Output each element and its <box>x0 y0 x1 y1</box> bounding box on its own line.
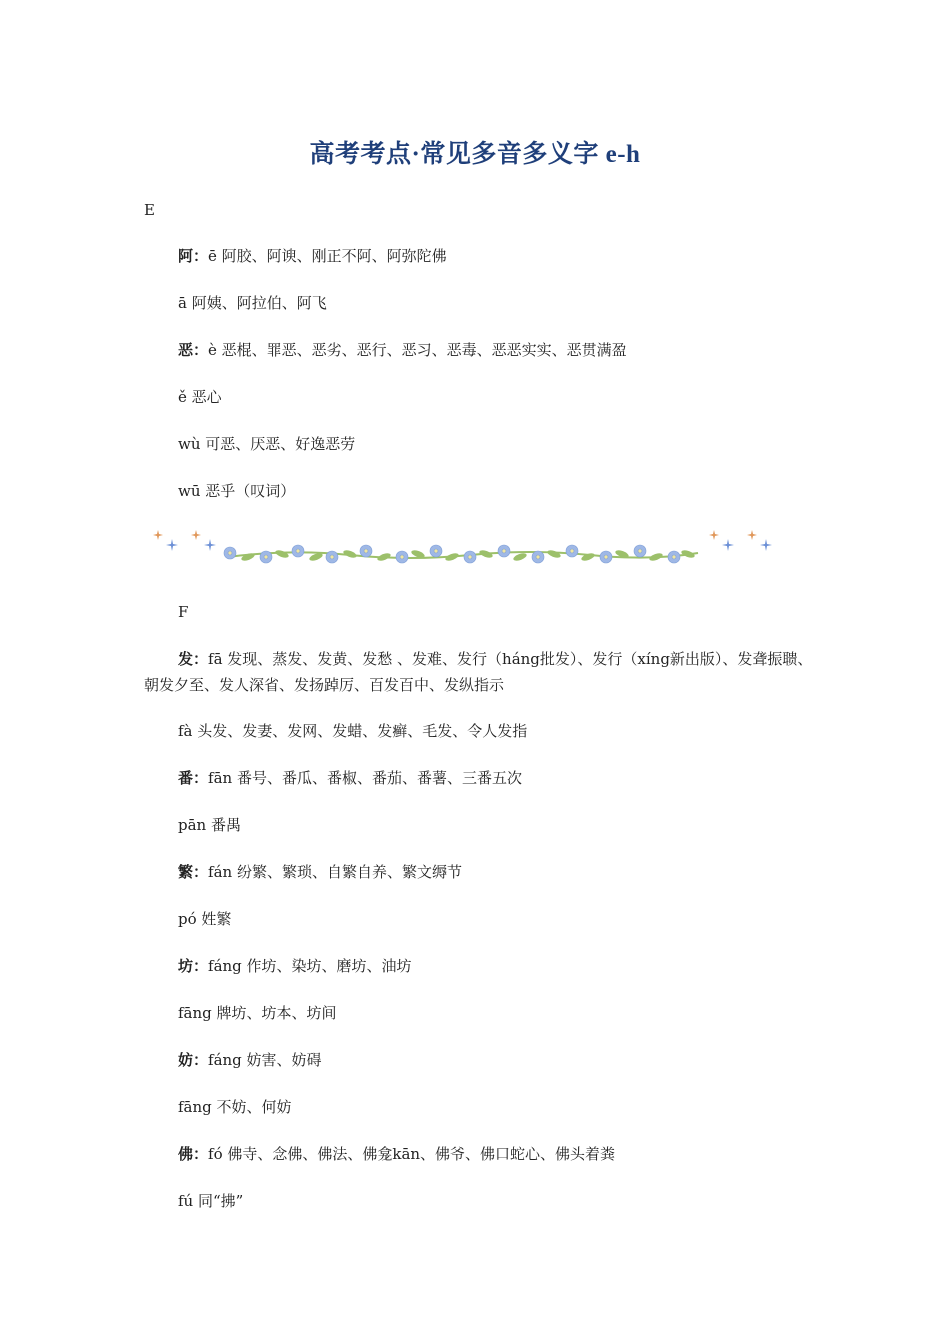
entry-line <box>178 434 355 454</box>
entry-text: fāng 牌坊、坊本、坊间 <box>178 1004 337 1022</box>
entry-text: ā 阿姨、阿拉伯、阿飞 <box>178 294 327 312</box>
entry-char: 番： <box>178 769 209 787</box>
section-heading-e: E <box>144 201 155 219</box>
entry-text: è 恶棍、罪恶、恶劣、恶行、恶习、恶毒、恶恶实实、恶贯满盈 <box>208 341 627 359</box>
entry-text: fán 纷繁、繁琐、自繁自养、繁文缛节 <box>208 863 462 881</box>
entry-text: ē 阿胶、阿谀、刚正不阿、阿弥陀佛 <box>208 247 447 265</box>
entry-char: 发： <box>178 650 209 668</box>
entry-text: wù 可恶、厌恶、好逸恶劳 <box>178 435 356 453</box>
entry-char: 妨： <box>178 1051 209 1069</box>
entry-text: ě 恶心 <box>178 388 222 406</box>
entry-char: 坊： <box>178 957 209 975</box>
entry-text: fān 番号、番瓜、番椒、番茄、番薯、三番五次 <box>208 769 522 787</box>
entry-line <box>178 340 627 360</box>
page-title: 高考考点·常见多音多义字 e-h <box>309 141 641 168</box>
entry-char: 佛： <box>178 1145 209 1163</box>
entry-text: wū 恶乎（叹词） <box>178 482 296 500</box>
sparkle-icon <box>153 530 757 540</box>
entry-text: fáng 作坊、染坊、磨坊、油坊 <box>208 957 412 975</box>
entry-text: fāng 不妨、何妨 <box>178 1098 292 1116</box>
entry-line <box>178 1144 615 1164</box>
entry-line <box>178 1191 243 1211</box>
entry-line <box>178 768 522 788</box>
entry-line <box>178 481 295 501</box>
entry-text: fà 头发、发妻、发网、发蜡、发癣、毛发、令人发指 <box>178 722 528 740</box>
entry-line <box>178 1003 337 1023</box>
entry-text: pó 姓繁 <box>178 910 232 928</box>
section-heading-f: F <box>178 603 189 621</box>
entry-line <box>178 721 527 741</box>
entry-char: 繁： <box>178 863 209 881</box>
entry-line <box>178 293 327 313</box>
entry-line <box>178 862 462 882</box>
flower-divider <box>150 527 780 567</box>
entry-line <box>178 387 222 407</box>
entry-line <box>178 909 231 929</box>
entry-line <box>178 1050 322 1070</box>
entry-text: fú 同“拂” <box>178 1192 244 1210</box>
entry-char: 阿： <box>178 247 209 265</box>
entry-char: 恶： <box>178 341 209 359</box>
entry-text: pān 番禺 <box>178 816 241 834</box>
entry-line <box>178 1097 292 1117</box>
entry-line <box>144 646 824 698</box>
entry-text: fā 发现、蒸发、发黄、发愁 、发难、发行（háng批发）、发行（xíng新出版）、发聋振聩、朝发夕至、发人深省、发扬踔厉、百发百中、发纵指示 <box>144 650 813 694</box>
entry-line <box>178 815 241 835</box>
sparkle-icon <box>166 539 772 551</box>
entry-text: fáng 妨害、妨碍 <box>208 1051 322 1069</box>
entry-line <box>178 246 447 266</box>
entry-text: fó 佛寺、念佛、佛法、佛龛kān、佛爷、佛口蛇心、佛头着粪 <box>208 1145 616 1163</box>
entry-line <box>178 956 412 976</box>
